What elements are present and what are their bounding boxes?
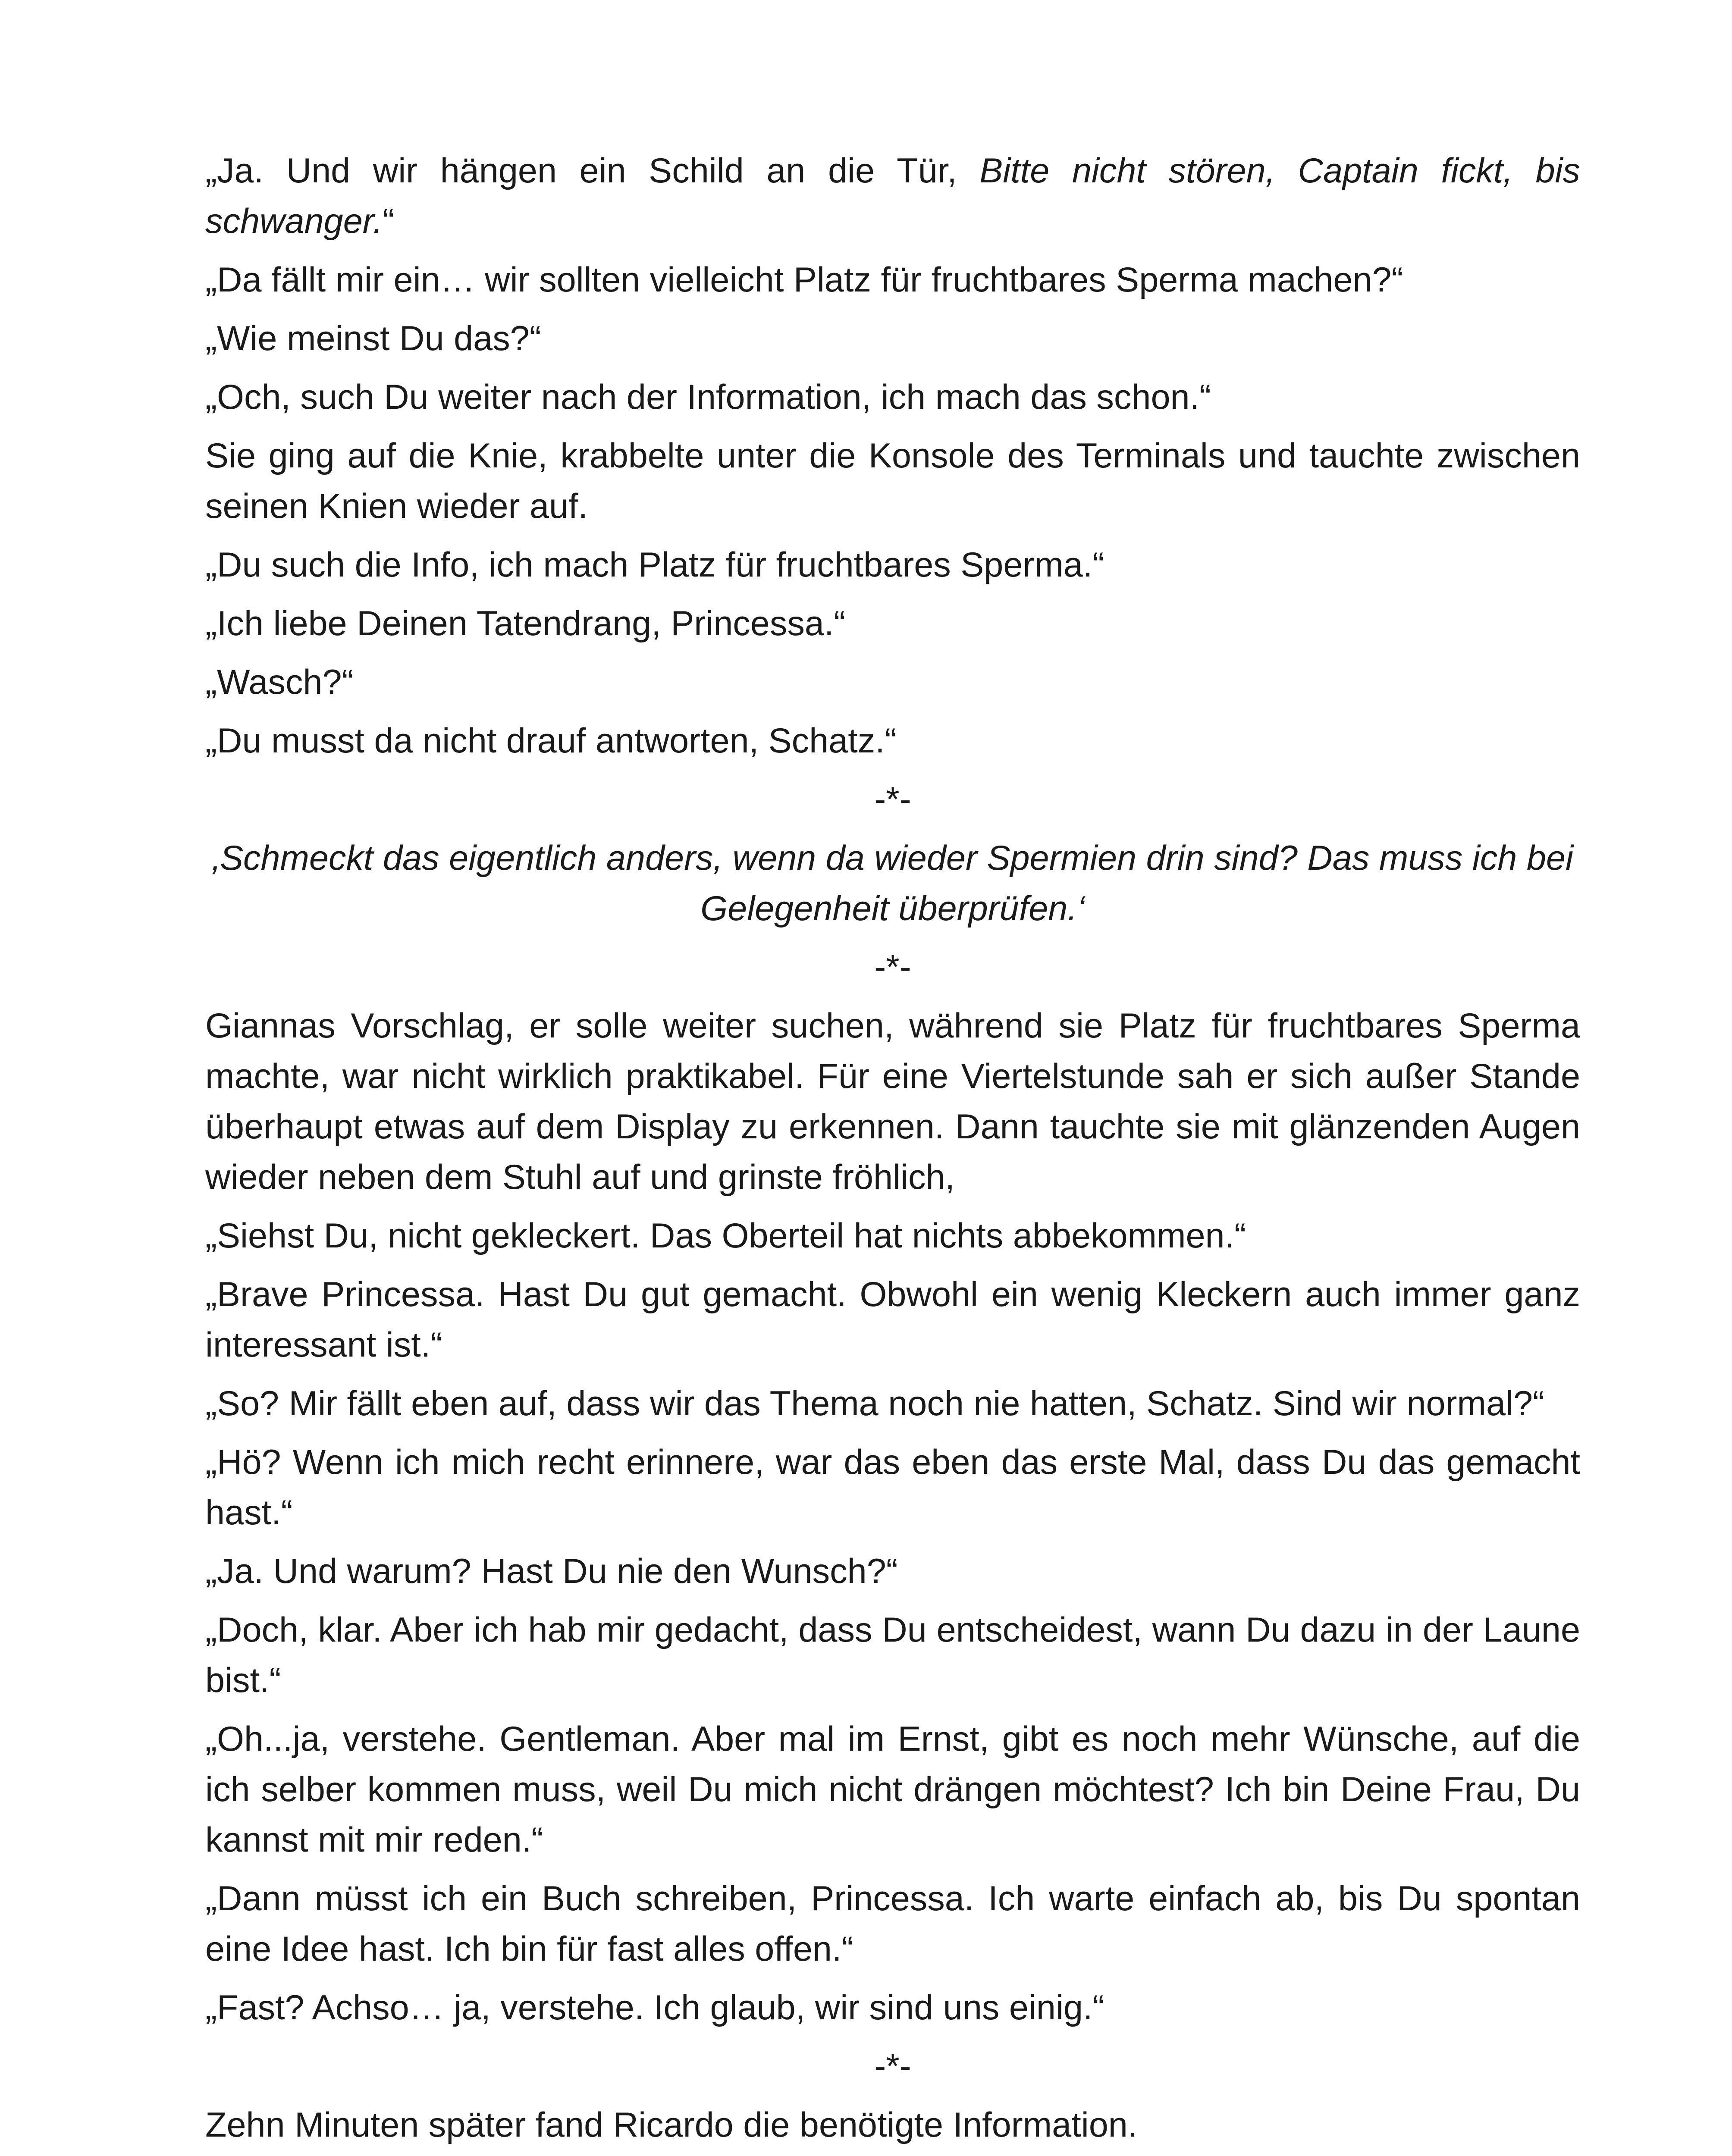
text-run: -*- xyxy=(874,2047,911,2086)
paragraph xyxy=(205,372,1580,423)
text-run: -*- xyxy=(874,948,911,987)
paragraph xyxy=(205,1269,1580,1370)
paragraph xyxy=(205,2100,1580,2150)
section-divider xyxy=(205,942,1580,993)
text-run: Sie ging auf die Knie, krabbelte unter die Konsole des Terminals und tauchte zwischen seinen Knien wieder auf. xyxy=(205,436,1580,526)
paragraph xyxy=(205,1546,1580,1597)
text-run: „Siehst Du, nicht gekleckert. Das Oberteil hat nichts abbekommen.“ xyxy=(205,1216,1246,1255)
paragraph xyxy=(205,255,1580,305)
paragraph xyxy=(205,1437,1580,1538)
paragraph xyxy=(205,599,1580,649)
text-run: „Och, such Du weiter nach der Information, ich mach das schon.“ xyxy=(205,378,1211,417)
text-run: „Ja. Und warum? Hast Du nie den Wunsch?“ xyxy=(205,1552,898,1591)
paragraph xyxy=(205,1983,1580,2033)
text-run: „Du musst da nicht drauf antworten, Schatz.“ xyxy=(205,721,897,760)
paragraph xyxy=(205,431,1580,532)
text-run: „Ich liebe Deinen Tatendrang, Princessa.“ xyxy=(205,604,846,643)
text-run: „Doch, klar. Aber ich hab mir gedacht, dass Du entscheidest, wann Du dazu in der Laune bist.“ xyxy=(205,1611,1580,1700)
text-run: „Hö? Wenn ich mich recht erinnere, war das eben das erste Mal, dass Du das gemacht hast.“ xyxy=(205,1443,1580,1532)
paragraph xyxy=(205,313,1580,364)
italic-text-run: ‚Schmeckt das eigentlich anders, wenn da wieder Spermien drin sind? Das muss ich bei Gelegenheit überprüfen.‘ xyxy=(212,839,1574,928)
text-run: Giannas Vorschlag, er solle weiter suchen, während sie Platz für fruchtbares Sperma machte, war nicht wirklich praktikabel. Für eine Viertelstunde sah er sich außer Stande überhaupt etwas auf dem Display zu erkennen. Dann tauchte sie mit glänzenden Augen wieder neben dem Stuhl auf und grinste fröhlich, xyxy=(205,1006,1580,1197)
text-run: „Fast? Achso… ja, verstehe. Ich glaub, wir sind uns einig.“ xyxy=(205,1988,1104,2027)
text-run: “ xyxy=(383,202,395,241)
text-run: „Wie meinst Du das?“ xyxy=(205,319,541,358)
italic-text-run: Bitte nicht stören, Captain fickt, bis schwanger. xyxy=(205,151,1580,241)
text-run: „So? Mir fällt eben auf, dass wir das Thema noch nie hatten, Schatz. Sind wir normal?“ xyxy=(205,1384,1545,1423)
paragraph xyxy=(205,657,1580,708)
section-divider xyxy=(205,774,1580,825)
inner-thought xyxy=(205,833,1580,934)
text-run: „Da fällt mir ein… wir sollten vielleicht Platz für fruchtbares Sperma machen?“ xyxy=(205,260,1403,299)
paragraph xyxy=(205,1001,1580,1203)
text-run: „Brave Princessa. Hast Du gut gemacht. Obwohl ein wenig Kleckern auch immer ganz interessant ist.“ xyxy=(205,1275,1580,1364)
paragraph xyxy=(205,1211,1580,1261)
paragraph xyxy=(205,1379,1580,1429)
section-divider xyxy=(205,2041,1580,2092)
paragraph xyxy=(205,1874,1580,1974)
text-run: „Dann müsst ich ein Buch schreiben, Princessa. Ich warte einfach ab, bis Du spontan eine Idee hast. Ich bin für fast alles offen.“ xyxy=(205,1879,1580,1968)
text-run: Zehn Minuten später fand Ricardo die benötigte Information. xyxy=(205,2106,1138,2144)
paragraph xyxy=(205,1714,1580,1865)
paragraph xyxy=(205,1605,1580,1706)
paragraph xyxy=(205,540,1580,590)
paragraph xyxy=(205,146,1580,247)
text-run: „Oh...ja, verstehe. Gentleman. Aber mal im Ernst, gibt es noch mehr Wünsche, auf die ich selber kommen muss, weil Du mich nicht drängen möchtest? Ich bin Deine Frau, Du kannst mit mir reden.“ xyxy=(205,1720,1580,1859)
text-run: -*- xyxy=(874,780,911,819)
text-run: „Du such die Info, ich mach Platz für fruchtbares Sperma.“ xyxy=(205,545,1104,584)
body-text xyxy=(205,146,1580,2156)
text-run: „Ja. Und wir hängen ein Schild an die Tür, xyxy=(205,151,980,190)
text-run: „Wasch?“ xyxy=(205,663,354,702)
paragraph xyxy=(205,716,1580,766)
